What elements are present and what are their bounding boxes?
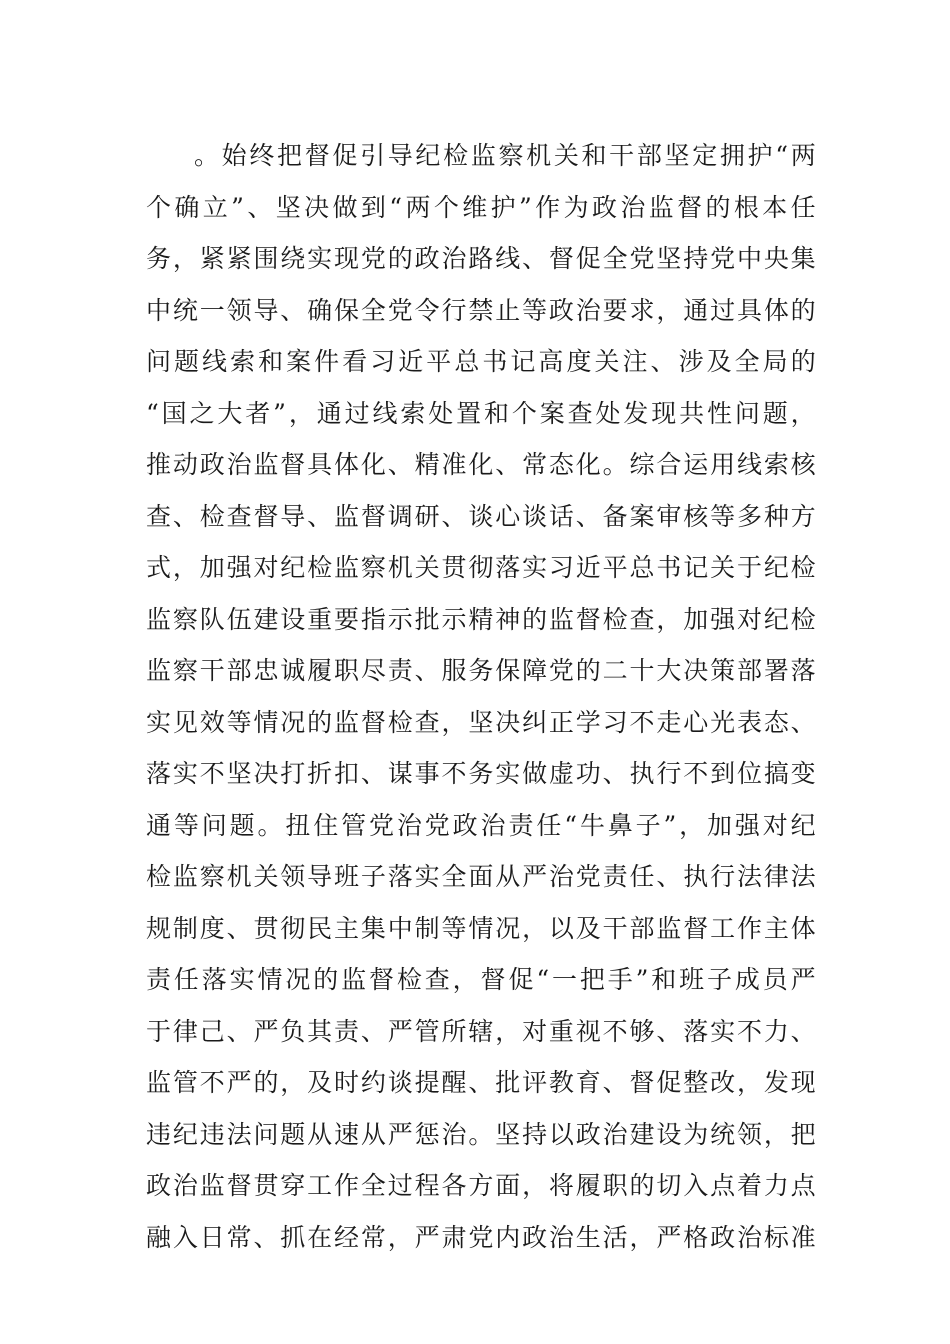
text-line: 融入日常、抓在经常，严肃党内政治生活，严格政治标准 (146, 1222, 816, 1252)
text-line: 于律己、严负其责、严管所辖，对重视不够、落实不力、 (146, 1016, 816, 1046)
text-line: “国之大者”，通过线索处置和个案查处发现共性问题， (146, 398, 816, 428)
text-line: 落实不坚决打折扣、谋事不务实做虚功、执行不到位搞变 (146, 759, 816, 788)
text-line: 推动政治监督具体化、精准化、常态化。综合运用线索核 (146, 450, 816, 479)
text-line: 规制度、贯彻民主集中制等情况，以及干部监督工作主体 (146, 913, 816, 943)
body-paragraph (146, 130, 816, 1263)
text-line: 监察干部忠诚履职尽责、服务保障党的二十大决策部署落 (146, 656, 816, 685)
text-line: 务，紧紧围绕实现党的政治路线、督促全党坚持党中央集 (146, 244, 816, 273)
text-line: 通等问题。扭住管党治党政治责任“牛鼻子”，加强对纪 (146, 810, 816, 840)
text-line: 政治监督贯穿工作全过程各方面，将履职的切入点着力点 (146, 1171, 816, 1200)
text-line: 。始终把督促引导纪检监察机关和干部坚定拥护“两 (194, 141, 816, 170)
text-line: 违纪违法问题从速从严惩治。坚持以政治建设为统领，把 (146, 1119, 816, 1149)
text-line: 检监察机关领导班子落实全面从严治党责任、执行法律法 (146, 862, 816, 891)
text-line: 中统一领导、确保全党令行禁止等政治要求，通过具体的 (146, 295, 816, 325)
text-line: 实见效等情况的监督检查，坚决纠正学习不走心光表态、 (146, 707, 816, 737)
text-line: 查、检查督导、监督调研、谈心谈话、备案审核等多种方 (146, 501, 816, 531)
text-line: 监管不严的，及时约谈提醒、批评教育、督促整改，发现 (146, 1068, 816, 1097)
text-line: 问题线索和案件看习近平总书记高度关注、涉及全局的 (146, 347, 816, 376)
text-line: 监察队伍建设重要指示批示精神的监督检查，加强对纪检 (146, 604, 816, 634)
text-line: 责任落实情况的监督检查，督促“一把手”和班子成员严 (146, 965, 816, 994)
text-line: 个确立”、坚决做到“两个维护”作为政治监督的根本任 (146, 192, 816, 222)
text-line: 式，加强对纪检监察机关贯彻落实习近平总书记关于纪检 (146, 553, 816, 582)
